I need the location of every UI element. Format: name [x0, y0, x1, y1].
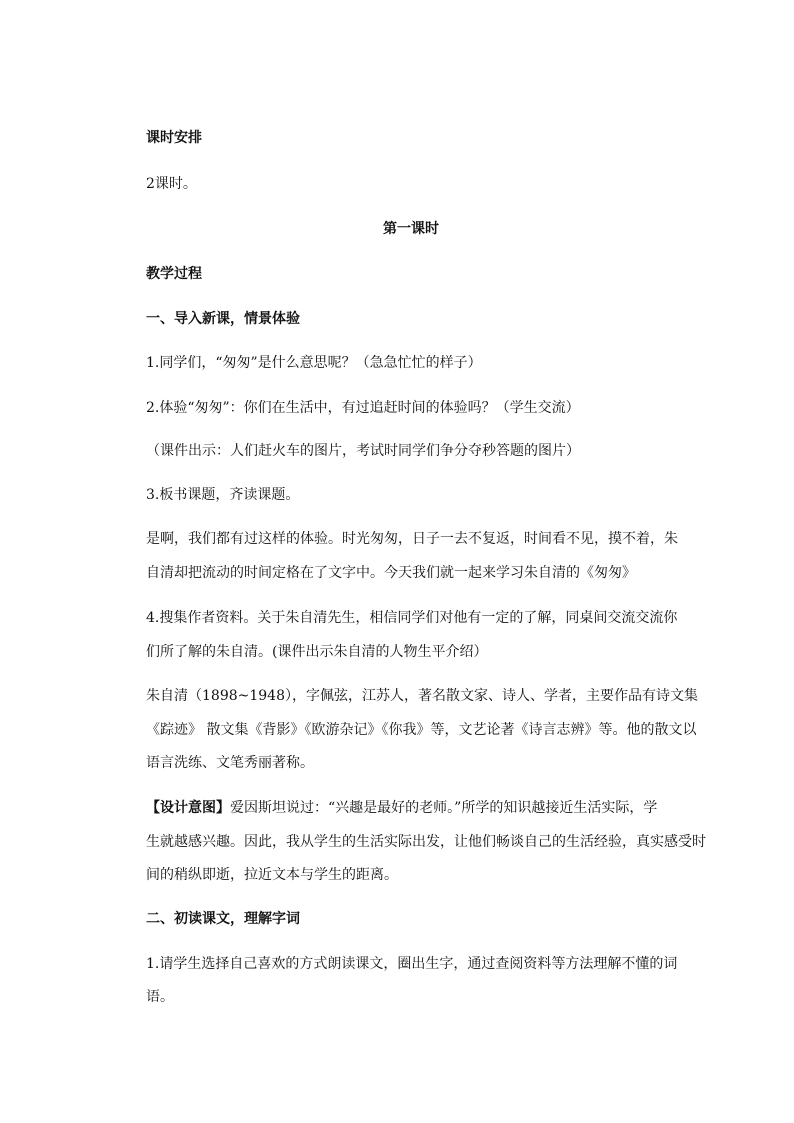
- bio-line3: 语言洗练、文笔秀丽著称。: [146, 755, 314, 771]
- design-intent-line2: 生就越感兴趣。因此，我从学生的生活实际出发，让他们畅谈自己的生活经验，真实感受时: [146, 834, 706, 850]
- para1-line1: 是啊，我们都有过这样的体验。时光匆匆，日子一去不复返，时间看不见，摸不着，朱: [146, 531, 678, 547]
- keshi-anpai-heading: 课时安排: [146, 130, 202, 146]
- lesson-title: 第一课时: [383, 221, 439, 237]
- design-intent-line3: 间的稍纵即逝，拉近文本与学生的距离。: [146, 867, 398, 883]
- item4-line2: 们所了解的朱自清。(课件出示朱自清的人物生平介绍）: [146, 644, 488, 660]
- design-intent-tag: 【设计意图】: [146, 800, 230, 816]
- design-intent-line1: [146, 798, 676, 818]
- item4-line1: 4.搜集作者资料。关于朱自清先生，相信同学们对他有一定的了解，同桌间交流交流你: [146, 610, 678, 626]
- design-intent-text: 爱因斯坦说过：“兴趣是最好的老师。”所学的知识越接近生活实际，学: [230, 800, 658, 816]
- section1-heading: 一、导入新课，情景体验: [146, 311, 300, 327]
- teaching-process-heading: 教学过程: [146, 266, 202, 282]
- item2-note: （课件出示：人们赶火车的图片，考试时同学们争分夺秒答题的图片）: [146, 443, 580, 459]
- bio-line2: 《踪迹》 散文集《背影》《欧游杂记》《你我》等，文艺论著《诗言志辨》等。他的散文以: [146, 722, 697, 738]
- s2-item1-line1: 1.请学生选择自己喜欢的方式朗读课文，圈出生字，通过查阅资料等方法理解不懂的词: [146, 956, 678, 972]
- item2: 2.体验“匆匆”：你们在生活中，有过追赶时间的体验吗？（学生交流）: [146, 400, 580, 416]
- section2-heading: 二、初读课文，理解字词: [146, 911, 300, 927]
- bio-line1: 朱自清（1898~1948），字佩弦，江苏人，著名散文家、诗人、学者，主要作品有诗文集: [146, 688, 698, 704]
- item1: 1.同学们，“匆匆”是什么意思呢？（急急忙忙的样子）: [146, 355, 482, 371]
- para1-line2: 自清却把流动的时间定格在了文字中。今天我们就一起来学习朱自清的《匆匆》: [146, 565, 636, 581]
- item3: 3.板书课题，齐读课题。: [146, 487, 300, 503]
- keshi-count: 2课时。: [146, 176, 197, 192]
- s2-item1-line2: 语。: [146, 989, 174, 1005]
